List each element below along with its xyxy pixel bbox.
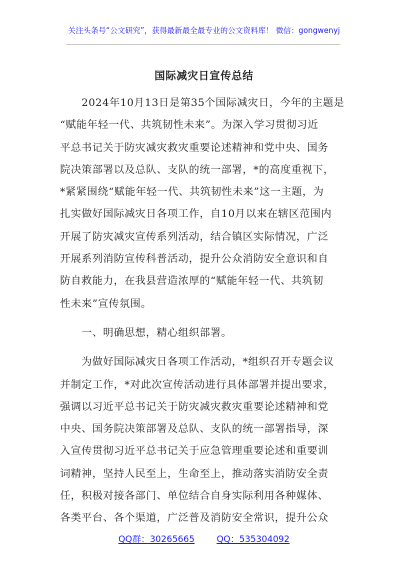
document-body	[60, 92, 356, 530]
body-line: 任，积极对接各部门、单位结合自身实际利用各种媒体、	[60, 490, 329, 503]
body-line: 中央、国务院决策部署及总队、支队的统一部署指导，深	[60, 423, 329, 436]
document-title: 国际减灾日宣传总结	[154, 70, 254, 82]
body-line: 开展了防灾减灾宣传系列活动，结合镇区实际情况，广泛	[60, 230, 329, 243]
body-line: 扎实做好国际减灾日各项工作，自10月以来在辖区范围内	[60, 208, 332, 221]
header-banner: 关注头条号“公文研究”，获得最新最全最专业的公文资料库！ 微信：gongwenyj	[68, 26, 340, 35]
body-line	[60, 315, 356, 322]
footer-qq-group: QQ群：30265665	[118, 535, 195, 545]
footer-qq-contact: QQ：535304092	[216, 535, 290, 545]
body-line: 2024年10月13日是第35个国际减灾日，今年的主题是	[60, 97, 345, 109]
body-line	[60, 344, 356, 351]
body-line: 各类平台、各个渠道，广泛普及消防安全常识，提升公众	[60, 512, 329, 525]
body-line: 词精神，坚持人民至上，生命至上，推动落实消防安全责	[60, 467, 329, 480]
body-line: “赋能年轻一代、共筑韧性未来”。为深入学习贯彻习近	[60, 119, 319, 132]
body-line: 防自救能力，在我县营造浓厚的“赋能年轻一代、共筑韧	[60, 275, 324, 288]
body-line: *紧紧围绕“赋能年轻一代、共筑韧性未来”这一主题，为	[60, 186, 324, 199]
body-line: 一、明确思想，精心组织部署。	[60, 326, 232, 339]
body-line: 性未来”宣传氛围。	[60, 297, 152, 310]
body-line: 为做好国际减灾日各项工作活动，*组织召开专题会议	[60, 356, 335, 369]
body-line: 平总书记关于防灾减灾救灾重要论述精神和党中央、国务	[60, 141, 329, 154]
body-line: 开展系列消防宣传科普活动，提升公众消防安全意识和自	[60, 253, 329, 266]
body-line: 强调以习近平总书记关于防灾减灾救灾重要论述精神和党	[60, 400, 329, 413]
body-line: 院决策部署以及总队、支队的统一部署，*的高度重视下，	[60, 163, 335, 176]
body-line: 并制定工作，*对此次宣传活动进行具体部署并提出要求，	[60, 378, 335, 391]
body-line: 入宣传贯彻习近平总书记关于应急管理重要论述和重要训	[60, 445, 329, 458]
footer-contact	[0, 532, 408, 545]
header-divider	[66, 44, 340, 45]
